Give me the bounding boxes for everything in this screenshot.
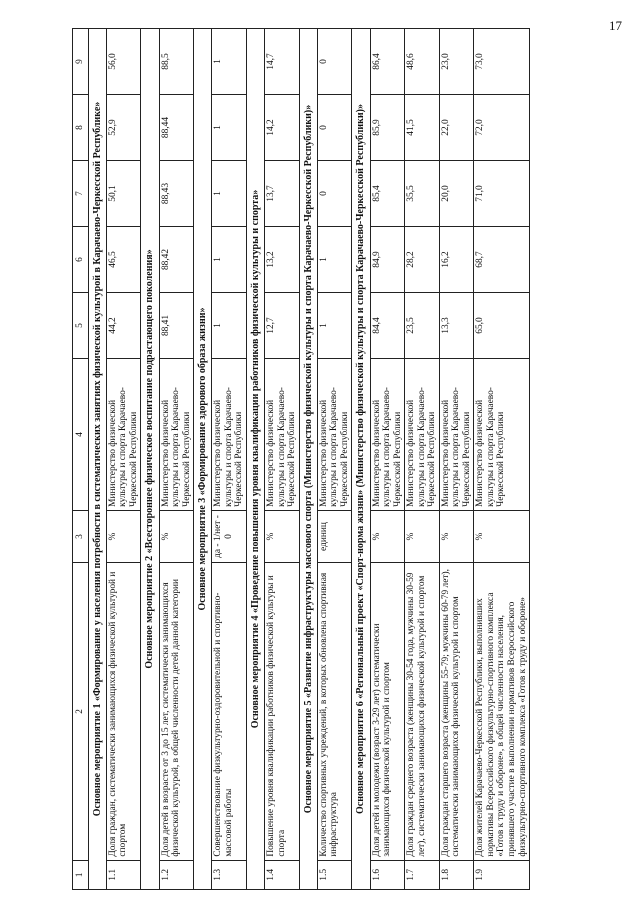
value-col-6: 13,2 [265, 227, 300, 293]
value-col-6: 88,42 [159, 227, 194, 293]
table-row [405, 29, 440, 890]
value-col-6: 28,2 [405, 227, 440, 293]
row-number: 1.2 [159, 860, 194, 889]
responsible-executor: Министерство физической культуры и спорта Карачаево-Черкесской Республики [106, 358, 141, 510]
unit: % [265, 510, 300, 562]
value-col-5: 88,41 [159, 292, 194, 358]
column-header-4: 4 [73, 358, 89, 510]
rotated-table-container [72, 28, 612, 890]
section-row [246, 29, 264, 890]
responsible-executor: Министерство физической культуры и спорта Карачаево-Черкесской Республики [159, 358, 194, 510]
responsible-executor: Министерство физической культуры и спорта Карачаево-Черкесской Республики [474, 358, 530, 510]
section-title: Основное мероприятие 3 «Формирование здорового образа жизни» [194, 29, 212, 890]
value-col-5: 1 [317, 292, 352, 358]
value-col-7: 50,1 [106, 161, 141, 227]
value-col-7: 88,43 [159, 161, 194, 227]
indicator-name: Повышение уровня квалификации работников физической культуры и спорта [265, 563, 300, 860]
value-col-5: 1 [212, 292, 247, 358]
value-col-9: 86,4 [370, 29, 405, 95]
section-row [299, 29, 317, 890]
column-header-7: 7 [73, 161, 89, 227]
indicator-name: Доля детей и молодежи (возраст 3-29 лет) систематически занимающихся физической культурой и спортом [370, 563, 405, 860]
value-col-9: 88,5 [159, 29, 194, 95]
indicator-name: Доля граждан среднего возраста (женщины 30-54 года, мужчины 30-59 лет), систематически занимающихся физической культурой и спортом [405, 563, 440, 860]
value-col-5: 44,2 [106, 292, 141, 358]
column-header-2: 2 [73, 563, 89, 860]
value-col-6: 16,2 [439, 227, 474, 293]
value-col-8: 14,2 [265, 95, 300, 161]
section-title: Основное мероприятие 1 «Формирование у населения потребности в систематических занятиях физической культурой в Карачаево-Черкесской Республике» [88, 29, 106, 890]
column-header-8: 8 [73, 95, 89, 161]
value-col-9: 73,0 [474, 29, 530, 95]
indicators-table [72, 28, 530, 890]
indicator-name: Доля детей в возрасте от 3 до 15 лет, систематически занимающихся физической культурой, в общей численности детей данной категории [159, 563, 194, 860]
column-header-6: 6 [73, 227, 89, 293]
value-col-5: 23,5 [405, 292, 440, 358]
column-header-1: 1 [73, 860, 89, 889]
responsible-executor: Министерство физической культуры и спорта Карачаево-Черкесской Республики [439, 358, 474, 510]
indicator-name: Доля граждан, систематически занимающихся физической культурой и спортом [106, 563, 141, 860]
value-col-8: 88,44 [159, 95, 194, 161]
row-number: 1.7 [405, 860, 440, 889]
table-row [317, 29, 352, 890]
section-row [88, 29, 106, 890]
row-number: 1.6 [370, 860, 405, 889]
section-row [141, 29, 159, 890]
unit: % [370, 510, 405, 562]
value-col-7: 35,5 [405, 161, 440, 227]
indicator-name: Количество спортивных учреждений, в которых обновлена спортивная инфраструктура [317, 563, 352, 860]
column-number-header [73, 29, 89, 890]
table-row [439, 29, 474, 890]
table-body [88, 29, 530, 890]
unit: % [106, 510, 141, 562]
unit: % [405, 510, 440, 562]
value-col-5: 84,4 [370, 292, 405, 358]
value-col-9: 23,0 [439, 29, 474, 95]
table-row [474, 29, 530, 890]
value-col-8: 22,0 [439, 95, 474, 161]
table-row [370, 29, 405, 890]
unit: % [439, 510, 474, 562]
row-number: 1.1 [106, 860, 141, 889]
value-col-7: 0 [317, 161, 352, 227]
value-col-6: 84,9 [370, 227, 405, 293]
responsible-executor: Министерство физической культуры и спорта Карачаево-Черкесской Республики [212, 358, 247, 510]
row-number: 1.5 [317, 860, 352, 889]
section-title: Основное мероприятие 6 «Региональный проект «Спорт-норма жизни» (Министерство физической культуры и спорта Карачаево-Черкесской Республики)» [352, 29, 370, 890]
value-col-7: 71,0 [474, 161, 530, 227]
value-col-8: 52,9 [106, 95, 141, 161]
responsible-executor: Министерство физической культуры и спорта Карачаево-Черкесской Республики [370, 358, 405, 510]
indicator-name: Совершенствование физкультурно-оздоровительной и спортивно-массовой работы [212, 563, 247, 860]
unit: единиц [317, 510, 352, 562]
value-col-7: 20,0 [439, 161, 474, 227]
value-col-5: 65,0 [474, 292, 530, 358]
value-col-9: 14,7 [265, 29, 300, 95]
column-header-9: 9 [73, 29, 89, 95]
value-col-6: 68,7 [474, 227, 530, 293]
value-col-9: 56,0 [106, 29, 141, 95]
row-number: 1.3 [212, 860, 247, 889]
column-header-5: 5 [73, 292, 89, 358]
unit: да - 1/нет - 0 [212, 510, 247, 562]
unit: % [159, 510, 194, 562]
value-col-7: 1 [212, 161, 247, 227]
table-row [212, 29, 247, 890]
row-number: 1.4 [265, 860, 300, 889]
indicator-name: Доля граждан старшего возраста (женщины 55-79; мужчины 60-79 лет), систематически занимающихся физической культурой и спортом [439, 563, 474, 860]
value-col-7: 85,4 [370, 161, 405, 227]
value-col-5: 12,7 [265, 292, 300, 358]
value-col-9: 0 [317, 29, 352, 95]
indicator-name: Доля жителей Карачаево-Черкесской Республики, выполнивших нормативы Всероссийского физкультурно-спортивного комплекса «Готов к труду и обороне», в общей численности населения, принявшего участие в выполнении нормативов Всероссийского физкультурно-спортивного комплекса «Готов к труду и обороне» [474, 563, 530, 860]
section-row [194, 29, 212, 890]
value-col-9: 48,6 [405, 29, 440, 95]
value-col-7: 13,7 [265, 161, 300, 227]
column-header-3: 3 [73, 510, 89, 562]
value-col-8: 72,0 [474, 95, 530, 161]
page-number: 17 [609, 18, 622, 33]
value-col-6: 46,5 [106, 227, 141, 293]
value-col-5: 13,3 [439, 292, 474, 358]
value-col-8: 0 [317, 95, 352, 161]
responsible-executor: Министерство физической культуры и спорта Карачаево-Черкесской Республики [405, 358, 440, 510]
section-title: Основное мероприятие 2 «Всестороннее физическое воспитание подрастающего поколения» [141, 29, 159, 890]
value-col-6: 1 [212, 227, 247, 293]
value-col-8: 85,9 [370, 95, 405, 161]
row-number: 1.8 [439, 860, 474, 889]
table-row [106, 29, 141, 890]
value-col-6: 1 [317, 227, 352, 293]
value-col-8: 41,5 [405, 95, 440, 161]
section-title: Основное мероприятие 5 «Развитие инфраструктуры массового спорта (Министерство физической культуры и спорта Карачаево-Черкесской Республики)» [299, 29, 317, 890]
value-col-8: 1 [212, 95, 247, 161]
table-row [159, 29, 194, 890]
responsible-executor: Министерство физической культуры и спорта Карачаево-Черкесской Республики [265, 358, 300, 510]
value-col-9: 1 [212, 29, 247, 95]
section-title: Основное мероприятие 4 «Проведение повышения уровня квалификации работников физической культуры и спорта» [246, 29, 264, 890]
rotated-table-area [72, 28, 612, 890]
responsible-executor: Министерство физической культуры и спорта Карачаево-Черкесской Республики [317, 358, 352, 510]
table-row [265, 29, 300, 890]
unit: % [474, 510, 530, 562]
section-row [352, 29, 370, 890]
row-number: 1.9 [474, 860, 530, 889]
